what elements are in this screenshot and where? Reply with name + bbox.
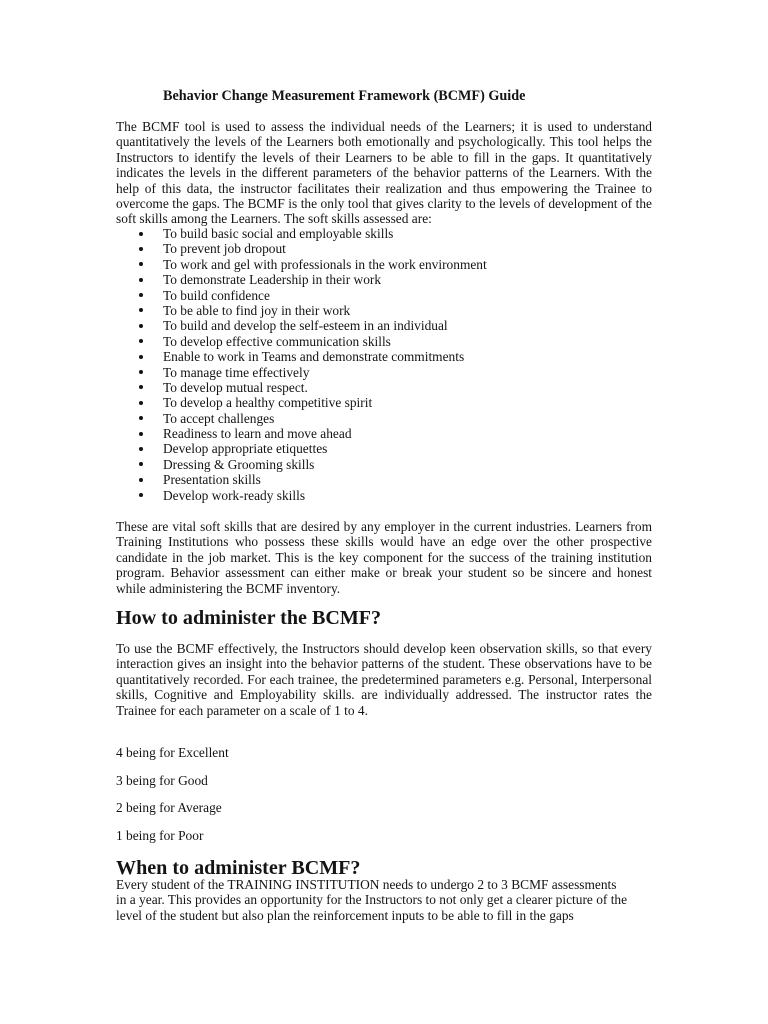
bullet-icon bbox=[139, 401, 143, 405]
scale-item-good: 3 being for Good bbox=[116, 773, 208, 788]
bullet-icon bbox=[139, 385, 143, 389]
list-item-text: To prevent job dropout bbox=[163, 241, 286, 257]
bullet-icon bbox=[139, 416, 143, 420]
bullet-icon bbox=[139, 262, 143, 266]
list-item-text: To demonstrate Leadership in their work bbox=[163, 272, 382, 288]
document-title: Behavior Change Measurement Framework (BCMF) Guide bbox=[163, 88, 526, 104]
how-to-administer-heading: How to administer the BCMF? bbox=[116, 607, 382, 629]
bullet-icon bbox=[139, 232, 143, 236]
list-item bbox=[116, 303, 652, 318]
scale-item-average: 2 being for Average bbox=[116, 800, 222, 815]
list-item-text: Enable to work in Teams and demonstrate commitments bbox=[163, 349, 465, 365]
how-to-administer-paragraph: To use the BCMF effectively, the Instructors should develop keen observation skills, so that every interaction gives an insight into the behavior patterns of the student. These observations have to be quantitatively recorded. For each trainee, the predetermined parameters e.g. Personal, Interpersonal skills, Cognitive and Employability skills. are individually addressed. The instructor rates the Trainee for each parameter on a scale of 1 to 4. bbox=[116, 641, 652, 718]
bullet-icon bbox=[139, 493, 143, 497]
paragraph-line: in a year. This provides an opportunity for the Instructors to not only get a clearer picture of the bbox=[116, 892, 628, 908]
list-item-text: To build confidence bbox=[163, 287, 270, 303]
list-item-text: To work and gel with professionals in the work environment bbox=[163, 256, 487, 272]
list-item bbox=[116, 226, 652, 241]
list-item-text: To build basic social and employable skills bbox=[163, 226, 394, 241]
list-item-text: Readiness to learn and move ahead bbox=[163, 426, 352, 442]
list-item bbox=[116, 380, 652, 395]
list-item-text: To build and develop the self-esteem in an individual bbox=[163, 318, 448, 334]
list-item-text: To develop mutual respect. bbox=[163, 379, 308, 395]
list-item bbox=[116, 395, 652, 410]
list-item-text: To be able to find joy in their work bbox=[163, 302, 351, 318]
list-item bbox=[116, 334, 652, 349]
intro-paragraph: The BCMF tool is used to assess the individual needs of the Learners; it is used to understand quantitatively the levels of the Learners both emotionally and psychologically. This tool helps the Instructors to identify the levels of their Learners to be able to fill in the gaps. It quantitatively indicates the levels in the different parameters of the behavior patterns of the Learners. With the help of this data, the instructor facilitates their realization and thus empowering the Trainee to overcome the gaps. The BCMF is the only tool that gives clarity to the levels of development of the soft skills among the Learners. The soft skills assessed are: bbox=[116, 119, 652, 227]
list-item bbox=[116, 318, 652, 333]
list-item-text: Dressing & Grooming skills bbox=[163, 456, 315, 472]
list-item-text: To accept challenges bbox=[163, 410, 275, 426]
bullet-icon bbox=[139, 293, 143, 297]
list-item bbox=[116, 365, 652, 380]
bullet-icon bbox=[139, 339, 143, 343]
paragraph-line: Every student of the TRAINING INSTITUTION needs to undergo 2 to 3 BCMF assessments bbox=[116, 877, 617, 892]
when-to-administer-heading: When to administer BCMF? bbox=[116, 857, 361, 879]
list-item-text: To manage time effectively bbox=[163, 364, 310, 380]
list-item bbox=[116, 488, 652, 503]
list-item bbox=[116, 349, 652, 364]
bullet-icon bbox=[139, 462, 143, 466]
bullet-icon bbox=[139, 278, 143, 282]
list-item bbox=[116, 411, 652, 426]
list-item-text: Presentation skills bbox=[163, 472, 261, 488]
list-item bbox=[116, 241, 652, 256]
bullet-icon bbox=[139, 447, 143, 451]
list-item bbox=[116, 441, 652, 456]
bullet-icon bbox=[139, 432, 143, 436]
list-item-text: To develop effective communication skills bbox=[163, 333, 391, 349]
bullet-icon bbox=[139, 370, 143, 374]
list-item bbox=[116, 257, 652, 272]
list-item-text: Develop appropriate etiquettes bbox=[163, 441, 328, 457]
list-item bbox=[116, 472, 652, 487]
soft-skills-list bbox=[116, 226, 652, 503]
scale-item-poor: 1 being for Poor bbox=[116, 828, 204, 843]
scale-item-excellent: 4 being for Excellent bbox=[116, 745, 229, 760]
bullet-icon bbox=[139, 324, 143, 328]
bullet-icon bbox=[139, 247, 143, 251]
bullet-icon bbox=[139, 355, 143, 359]
when-to-administer-paragraph bbox=[116, 877, 652, 923]
bullet-icon bbox=[139, 478, 143, 482]
list-item-text: Develop work-ready skills bbox=[163, 487, 306, 503]
list-item bbox=[116, 272, 652, 287]
vital-skills-paragraph: These are vital soft skills that are desired by any employer in the current industries. Learners from Training Institutions who possess these skills would have an edge over the other prospective candidate in the job market. This is the key component for the success of the training institution program. Behavior assessment can either make or break your student so be sincere and honest while administering the BCMF inventory. bbox=[116, 519, 652, 596]
bullet-icon bbox=[139, 308, 143, 312]
list-item bbox=[116, 457, 652, 472]
paragraph-line: level of the student but also plan the reinforcement inputs to be able to fill in the gaps bbox=[116, 907, 574, 923]
list-item-text: To develop a healthy competitive spirit bbox=[163, 395, 373, 411]
list-item bbox=[116, 426, 652, 441]
list-item bbox=[116, 288, 652, 303]
